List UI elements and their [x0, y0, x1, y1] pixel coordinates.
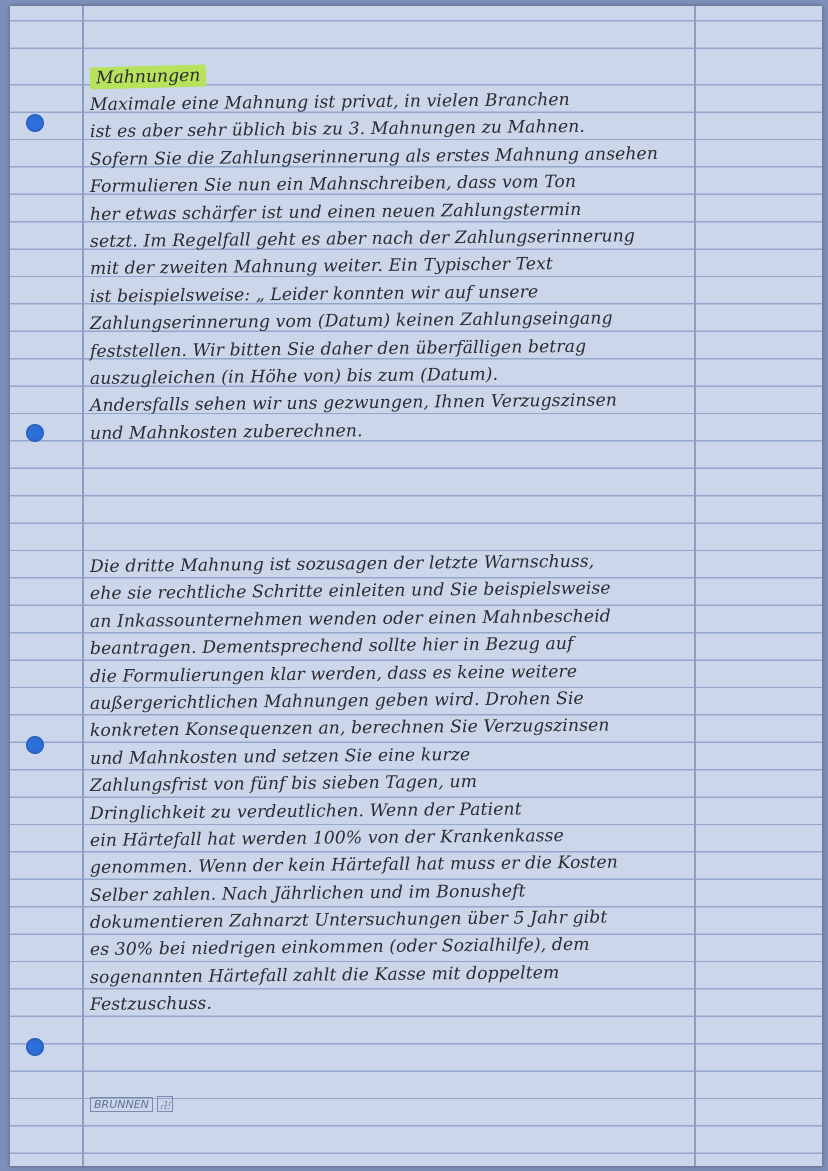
text-line: sogenannten Härtefall zahlt die Kasse mit doppeltem: [89, 962, 560, 988]
text-line: Selber zahlen. Nach Jährlichen und im Bonusheft: [89, 881, 526, 906]
paragraph-2: [89, 551, 762, 1020]
text-line: und Mahnkosten und setzen Sie eine kurze: [89, 744, 471, 769]
text-line: auszugleichen (in Höhe von) bis zum (Datum).: [89, 364, 499, 389]
text-line: ist beispielsweise: „ Leider konnten wir auf unsere: [89, 282, 539, 307]
text-line: Sofern Sie die Zahlungserinnerung als erstes Mahnung ansehen: [89, 143, 659, 170]
text-line: Andersfalls sehen wir uns gezwungen, Ihnen Verzugszinsen: [89, 390, 618, 417]
brand-name: BRUNNEN: [90, 1097, 153, 1112]
text-line: Maximale eine Mahnung ist privat, in vielen Branchen: [89, 89, 570, 115]
text-line: beantragen. Dementsprechend sollte hier in Bezug auf: [89, 634, 574, 660]
text-line: ein Härtefall hat werden 100% von der Krankenkasse: [89, 825, 564, 851]
text-line: mit der zweiten Mahnung weiter. Ein Typischer Text: [89, 254, 553, 280]
left-margin-line: [82, 6, 84, 1166]
text-line: Festzuschuss.: [89, 993, 213, 1016]
text-line: an Inkassounternehmen wenden oder einen Mahnbescheid: [89, 606, 611, 632]
brand-logo: [90, 1096, 173, 1112]
text-line: Die dritte Mahnung ist sozusagen der letzte Warnschuss,: [89, 551, 595, 577]
punch-hole: [26, 424, 44, 442]
text-line: her etwas schärfer ist und einen neuen Zahlungstermin: [89, 199, 582, 225]
text-line: Zahlungsfrist von fünf bis sieben Tagen, um: [89, 772, 478, 797]
paragraph-1: [89, 89, 762, 448]
text-line: und Mahnkosten zuberechnen.: [89, 420, 363, 444]
highlighted-heading: Mahnungen: [90, 64, 207, 89]
punch-hole: [26, 1038, 44, 1056]
text-line: ehe sie rechtliche Schritte einleiten und Sie beispielsweise: [89, 578, 611, 605]
punch-hole: [26, 736, 44, 754]
text-line: genommen. Wenn der kein Härtefall hat muss er die Kosten: [89, 852, 618, 879]
brand-emblem-icon: 卍: [157, 1096, 173, 1112]
text-line: setzt. Im Regelfall geht es aber nach der Zahlungserinnerung: [89, 226, 636, 252]
text-line: ist es aber sehr üblich bis zu 3. Mahnungen zu Mahnen.: [89, 117, 586, 143]
notebook-page: [10, 6, 822, 1166]
heading-container: [90, 66, 206, 88]
text-line: Dringlichkeit zu verdeutlichen. Wenn der Patient: [89, 798, 522, 824]
text-line: außergerichtlichen Mahnungen geben wird. Drohen Sie: [89, 688, 584, 714]
punch-hole: [26, 114, 44, 132]
text-line: feststellen. Wir bitten Sie daher den überfälligen betrag: [89, 336, 587, 362]
text-line: Formulieren Sie nun ein Mahnschreiben, dass vom Ton: [89, 172, 577, 198]
text-line: dokumentieren Zahnarzt Untersuchungen über 5 Jahr gibt: [89, 907, 608, 934]
text-line: die Formulierungen klar werden, dass es keine weitere: [89, 661, 578, 687]
text-line: es 30% bei niedrigen einkommen (oder Sozialhilfe), dem: [89, 935, 590, 961]
text-line: Zahlungserinnerung vom (Datum) keinen Zahlungseingang: [89, 308, 613, 335]
text-line: konkreten Konsequenzen an, berechnen Sie Verzugszinsen: [89, 715, 610, 742]
